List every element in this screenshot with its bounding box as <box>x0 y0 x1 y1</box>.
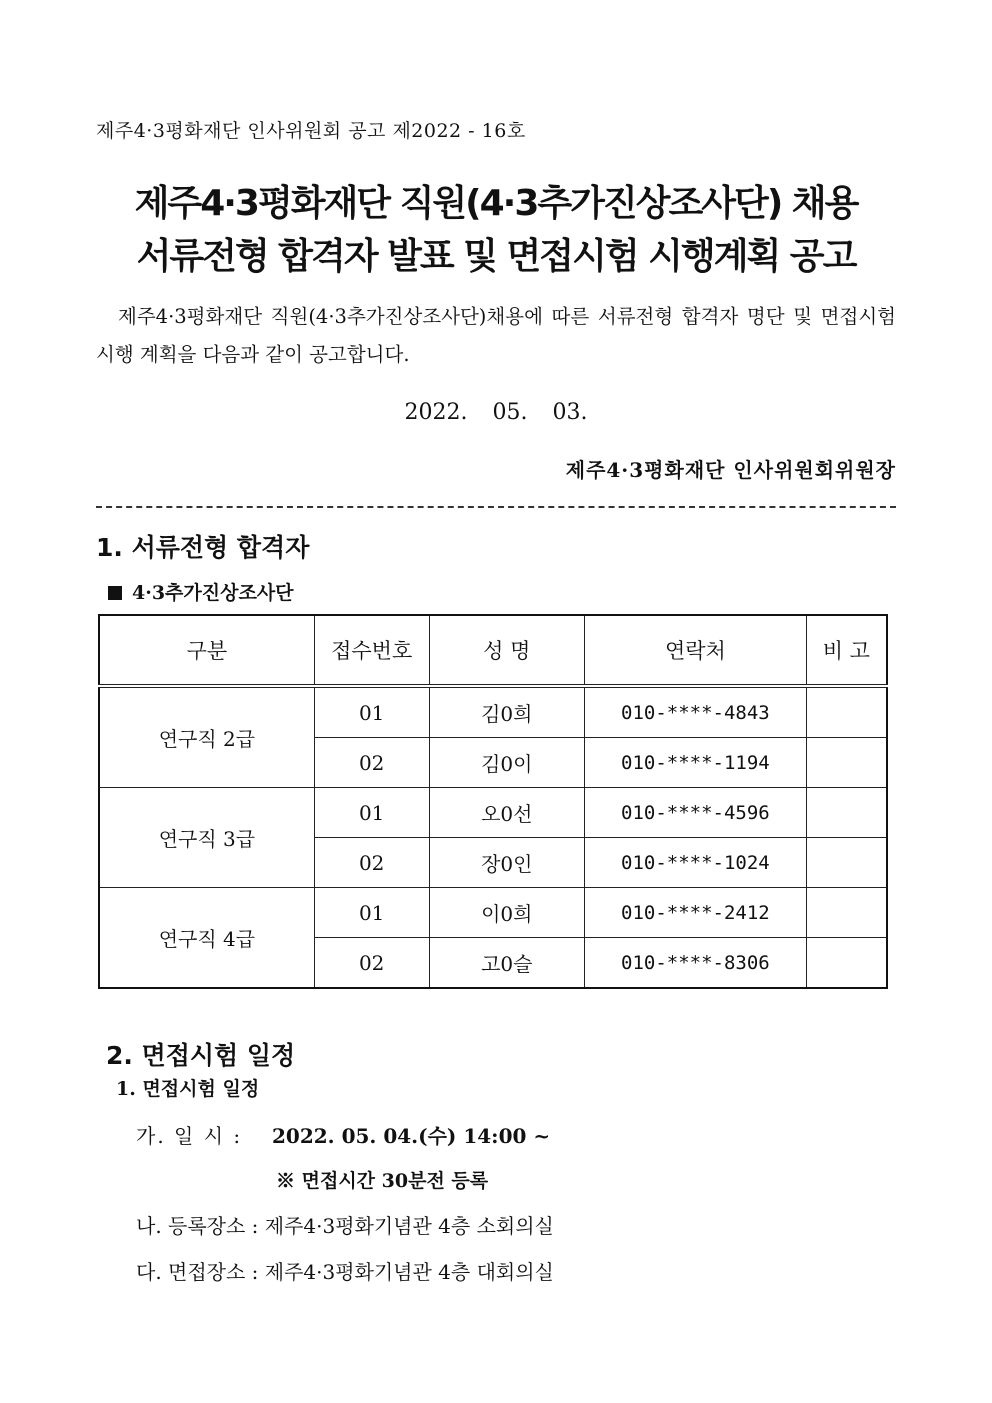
contact-cell: 010-****-2412 <box>585 888 807 938</box>
contact-cell: 010-****-8306 <box>585 938 807 989</box>
table-row <box>99 686 887 738</box>
notice-number: 제주4·3평화재단 인사위원회 공고 제2022 - 16호 <box>96 120 526 142</box>
number-cell: 01 <box>314 788 429 838</box>
registration-note: ※ 면접시간 30분전 등록 <box>276 1170 489 1192</box>
remarks-cell <box>806 738 887 788</box>
section1-heading: 1. 서류전형 합격자 <box>96 533 310 562</box>
name-cell: 오0선 <box>429 788 585 838</box>
contact-cell: 010-****-4596 <box>585 788 807 838</box>
section2-subheading: 1. 면접시험 일정 <box>116 1078 260 1100</box>
category-cell: 연구직 2급 <box>99 686 314 788</box>
name-cell: 김0이 <box>429 738 585 788</box>
section1-subheading-text: 4·3추가진상조사단 <box>132 582 294 604</box>
header-category: 구분 <box>99 615 314 686</box>
section2-heading: 2. 면접시험 일정 <box>106 1041 296 1070</box>
contact-cell: 010-****-1194 <box>585 738 807 788</box>
section1-subheading <box>108 578 294 605</box>
remarks-cell <box>806 938 887 989</box>
header-contact: 연락처 <box>585 615 807 686</box>
category-cell: 연구직 4급 <box>99 888 314 989</box>
notice-date: 2022. 05. 03. <box>404 400 588 425</box>
header-remarks: 비 고 <box>806 615 887 686</box>
number-cell: 01 <box>314 686 429 738</box>
remarks-cell <box>806 838 887 888</box>
name-cell: 장0인 <box>429 838 585 888</box>
number-cell: 02 <box>314 938 429 989</box>
number-cell: 02 <box>314 738 429 788</box>
remarks-cell <box>806 788 887 838</box>
interview-datetime-label: 가. 일 시 : <box>136 1124 243 1148</box>
signer: 제주4·3평화재단 인사위원회위원장 <box>565 458 896 482</box>
interview-place: 다. 면접장소 : 제주4·3평화기념관 4층 대회의실 <box>136 1260 554 1284</box>
table-row <box>99 888 887 938</box>
remarks-cell <box>806 686 887 738</box>
number-cell: 02 <box>314 838 429 888</box>
intro-paragraph <box>96 298 896 374</box>
number-cell: 01 <box>314 888 429 938</box>
name-cell: 이0희 <box>429 888 585 938</box>
remarks-cell <box>806 888 887 938</box>
name-cell: 고0슬 <box>429 938 585 989</box>
name-cell: 김0희 <box>429 686 585 738</box>
table-row <box>99 788 887 838</box>
interview-datetime <box>136 1120 550 1149</box>
category-cell: 연구직 3급 <box>99 788 314 888</box>
document-title-line1: 제주4·3평화재단 직원(4·3추가진상조사단) 채용 <box>134 183 858 224</box>
table-header-row <box>99 615 887 686</box>
interview-datetime-value: 2022. 05. 04.(수) 14:00 ~ <box>272 1124 551 1148</box>
header-name: 성 명 <box>429 615 585 686</box>
contact-cell: 010-****-4843 <box>585 686 807 738</box>
header-number: 접수번호 <box>314 615 429 686</box>
contact-cell: 010-****-1024 <box>585 838 807 888</box>
applicants-table <box>98 614 888 989</box>
intro-text: 제주4·3평화재단 직원(4·3추가진상조사단)채용에 따른 서류전형 합격자 명단 및 면접시험 시행 계획을 다음과 같이 공고합니다. <box>96 305 896 366</box>
registration-place: 나. 등록장소 : 제주4·3평화기념관 4층 소회의실 <box>136 1214 554 1238</box>
square-bullet-icon <box>108 586 122 600</box>
dashed-divider <box>96 506 896 508</box>
document-title-line2: 서류전형 합격자 발표 및 면접시험 시행계획 공고 <box>136 236 856 277</box>
